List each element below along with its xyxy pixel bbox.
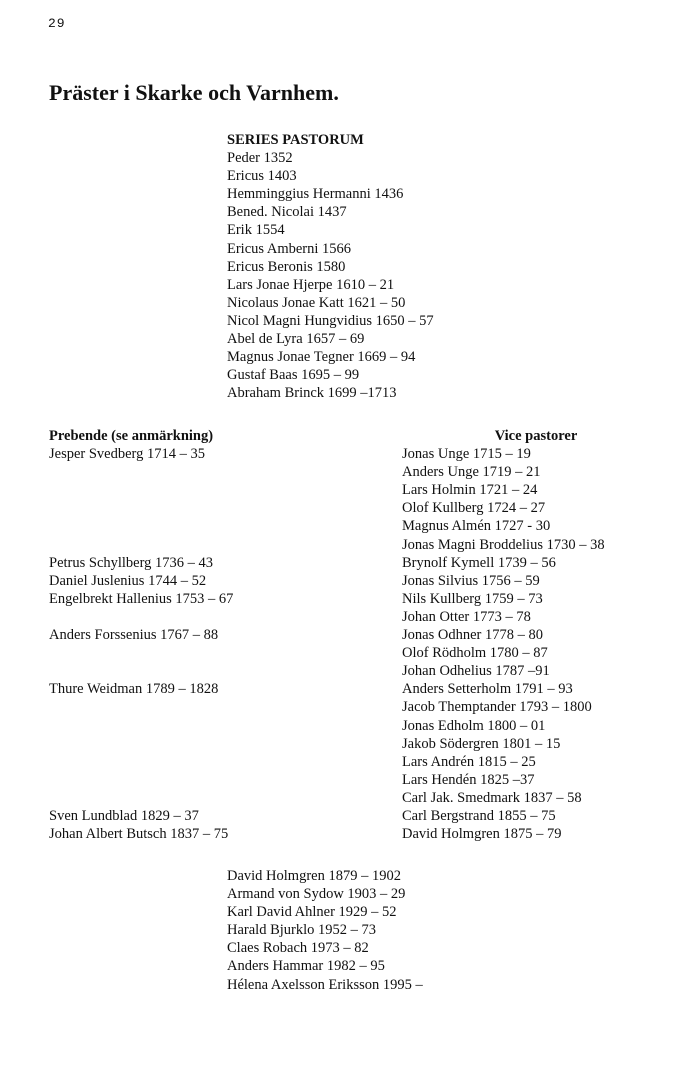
page-number: 29: [48, 16, 66, 31]
list-item: Jesper Svedberg 1714 – 35: [49, 446, 205, 463]
list-item: David Holmgren 1879 – 1902: [227, 868, 401, 884]
list-item: Olof Kullberg 1724 – 27: [402, 500, 546, 517]
list-item: Anders Unge 1719 – 21: [402, 464, 541, 481]
list-item: Sven Lundblad 1829 – 37: [49, 807, 199, 824]
list-item: Daniel Juslenius 1744 – 52: [49, 572, 207, 589]
list-item: Ericus 1403: [227, 168, 297, 185]
list-item: Jonas Silvius 1756 – 59: [402, 572, 540, 589]
vice-pastorer-column: [402, 427, 670, 843]
list-item: Claes Robach 1973 – 82: [227, 940, 369, 957]
list-item: Jacob Themptander 1793 – 1800: [402, 699, 592, 716]
list-item: Harald Bjurklo 1952 – 73: [227, 922, 377, 939]
list-item: Johan Odhelius 1787 –91: [402, 663, 550, 680]
list-item: Bened. Nicolai 1437: [227, 204, 347, 221]
list-item: Jonas Unge 1715 – 19: [402, 446, 531, 463]
list-item: Jakob Södergren 1801 – 15: [402, 735, 561, 752]
list-item: Erik 1554: [227, 222, 285, 239]
list-item: Karl David Ahlner 1929 – 52: [227, 904, 397, 921]
spacer: [49, 789, 233, 807]
list-item: Nils Kullberg 1759 – 73: [402, 590, 543, 607]
list-item: Abraham Brinck 1699 –1713: [227, 385, 397, 402]
spacer: [49, 536, 233, 554]
list-item: Anders Forssenius 1767 – 88: [49, 627, 219, 644]
list-item: Hélena Axelsson Eriksson 1995 –: [227, 976, 423, 993]
prebende-column: [49, 427, 233, 843]
spacer: [49, 499, 233, 517]
list-item: Carl Bergstrand 1855 – 75: [402, 807, 556, 824]
list-item: Johan Albert Butsch 1837 – 75: [49, 826, 229, 843]
list-item: Johan Otter 1773 – 78: [402, 608, 531, 625]
list-item: Anders Hammar 1982 – 95: [227, 958, 385, 975]
list-item: Jonas Odhner 1778 – 80: [402, 627, 543, 644]
spacer: [49, 481, 233, 499]
vice-pastorer-heading: Vice pastorer: [494, 428, 578, 444]
list-item: Magnus Almén 1727 - 30: [402, 518, 551, 535]
later-pastors-list: [227, 867, 423, 994]
list-item: Jonas Edholm 1800 – 01: [402, 717, 546, 734]
spacer: [49, 735, 233, 753]
prebende-entries: [49, 445, 233, 843]
page-title: Präster i Skarke och Varnhem.: [49, 80, 339, 105]
list-item: Lars Andrén 1815 – 25: [402, 753, 536, 770]
spacer: [49, 463, 233, 481]
prebende-heading: Prebende (se anmärkning): [49, 428, 214, 444]
list-item: Ericus Beronis 1580: [227, 258, 346, 275]
series-pastorum-list: [227, 131, 434, 402]
spacer: [49, 753, 233, 771]
list-item: Nicolaus Jonae Katt 1621 – 50: [227, 294, 406, 311]
spacer: [49, 644, 233, 662]
series-pastorum-heading: SERIES PASTORUM: [227, 132, 364, 148]
spacer: [49, 608, 233, 626]
later-pastors-entries: [227, 867, 423, 994]
vice-pastorer-entries: [402, 445, 670, 843]
list-item: Petrus Schyllberg 1736 – 43: [49, 554, 214, 571]
list-item: Jonas Magni Broddelius 1730 – 38: [402, 536, 605, 553]
spacer: [49, 698, 233, 716]
list-item: Magnus Jonae Tegner 1669 – 94: [227, 349, 416, 366]
spacer: [49, 517, 233, 535]
spacer: [49, 662, 233, 680]
list-item: Engelbrekt Hallenius 1753 – 67: [49, 590, 234, 607]
list-item: Peder 1352: [227, 150, 293, 167]
list-item: Abel de Lyra 1657 – 69: [227, 331, 365, 348]
spacer: [49, 717, 233, 735]
list-item: Gustaf Baas 1695 – 99: [227, 367, 360, 384]
spacer: [49, 771, 233, 789]
list-item: Olof Rödholm 1780 – 87: [402, 645, 548, 662]
list-item: Armand von Sydow 1903 – 29: [227, 886, 406, 903]
list-item: Lars Holmin 1721 – 24: [402, 482, 538, 499]
list-item: Lars Jonae Hjerpe 1610 – 21: [227, 276, 395, 293]
list-item: Hemminggius Hermanni 1436: [227, 186, 404, 203]
series-pastorum-entries: [227, 149, 434, 402]
list-item: Lars Hendén 1825 –37: [402, 771, 535, 788]
list-item: Ericus Amberni 1566: [227, 240, 352, 257]
list-item: Brynolf Kymell 1739 – 56: [402, 554, 556, 571]
list-item: Anders Setterholm 1791 – 93: [402, 681, 573, 698]
list-item: Carl Jak. Smedmark 1837 – 58: [402, 789, 582, 806]
list-item: David Holmgren 1875 – 79: [402, 826, 562, 843]
list-item: Nicol Magni Hungvidius 1650 – 57: [227, 312, 434, 329]
list-item: Thure Weidman 1789 – 1828: [49, 681, 219, 698]
